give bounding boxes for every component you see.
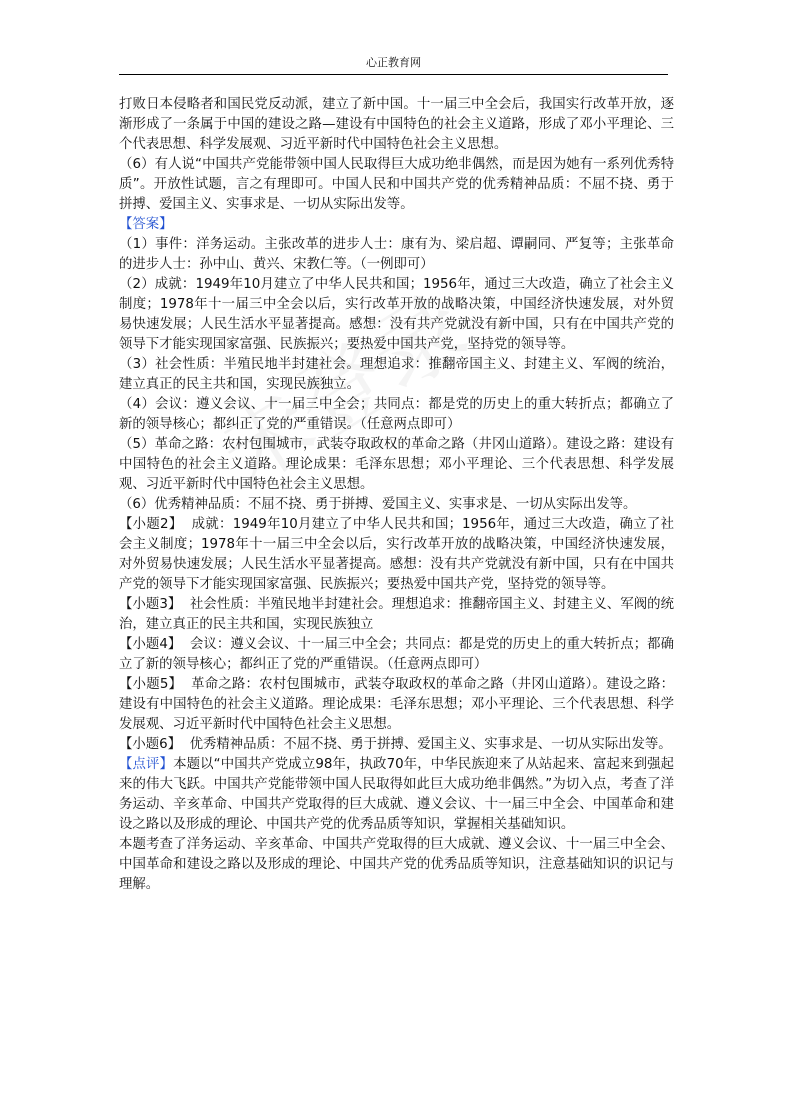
comment-text: 本题以“中国共产党成立98年，执政70年，中华民族迎来了从站起来、富起来到强起来的伟大飞跃。中国共产党能带领中国人民取得如此巨大成功绝非偶然。”为切入点，考查了洋务运动、辛亥革命、中国共产党取得的巨大成就、遵义会议、十一届三中全会、中国革命和建设之路以及形成的理论、中国共产党的优秀品质等知识，掌握相关基础知识。 [119,757,674,832]
comment-label: 【点评】 [119,757,174,772]
subquestion-tag: 【小题3】 [119,597,182,612]
intro-paragraph: （6）有人说“中国共产党能带领中国人民取得巨大成功绝非偶然，而是因为她有一系列优秀特质”。开放性试题，言之有理即可。中国人民和中国共产党的优秀精神品质：不屈不挠、勇于拼搏、爱国主义、实事求是、一切从实际出发等。 [119,157,674,212]
subquestion-text: 优秀精神品质：不屈不挠、勇于拼搏、爱国主义、实事求是、一切从实际出发等。 [189,737,672,752]
answer-item: （4）会议：遵义会议、十一届三中全会；共同点：都是党的历史上的重大转折点；都确立了新的领导核心；都纠正了党的严重错误。（任意两点即可） [119,397,674,432]
subquestion-tag: 【小题2】 [119,517,183,532]
answer-item: （5）革命之路：农村包围城市，武装夺取政权的革命之路（井冈山道路）。建设之路：建设有中国特色的社会主义道路。理论成果：毛泽东思想；邓小平理论、三个代表思想、科学发展观、习近平新时代中国特色社会主义思想。 [119,437,674,492]
subquestion-text: 社会性质：半殖民地半封建社会。理想追求：推翻帝国主义、封建主义、军阀的统治，建立真正的民主共和国，实现民族独立 [119,597,674,632]
answer-item: （3）社会性质：半殖民地半封建社会。理想追求：推翻帝国主义、封建主义、军阀的统治，建立真正的民主共和国，实现民族独立。 [119,357,674,392]
subquestion [119,735,674,755]
subquestion-text: 会议：遵义会议、十一届三中全会；共同点：都是党的历史上的重大转折点；都确立了新的领导核心；都纠正了党的严重错误。（任意两点即可） [119,637,674,672]
subquestion [119,595,674,635]
subquestion-text: 成就：1949年10月建立了中华人民共和国；1956年，通过三大改造，确立了社会主义制度；1978年十一届三中全会以后，实行改革开放的战略决策，中国经济快速发展，对外贸易快速发展；人民生活水平显著提高。感想：没有共产党就没有新中国，只有在中国共产党的领导下才能实现国家富强、民族振兴；要热爱中国共产党，坚持党的领导等。 [119,517,674,592]
subquestion [119,515,674,595]
subquestion-tag: 【小题4】 [119,637,182,652]
answer-item: （6）优秀精神品质：不屈不挠、勇于拼搏、爱国主义、实事求是、一切从实际出发等。 [119,497,637,512]
subquestion-text: 革命之路：农村包围城市，武装夺取政权的革命之路（井冈山道路）。建设之路：建设有中国特色的社会主义道路。理论成果：毛泽东思想；邓小平理论、三个代表思想、科学发展观、习近平新时代中国特色社会主义思想。 [119,677,674,732]
answer-item: （2）成就：1949年10月建立了中华人民共和国；1956年，通过三大改造，确立了社会主义制度；1978年十一届三中全会以后，实行改革开放的战略决策，中国经济快速发展，对外贸易快速发展；人民生活水平显著提高。感想：没有共产党就没有新中国，只有在中国共产党的领导下才能实现国家富强、民族振兴；要热爱中国共产党，坚持党的领导等。 [119,277,674,352]
answer-item: （1）事件：洋务运动。主张改革的进步人士：康有为、梁启超、谭嗣同、严复等；主张革命的进步人士：孙中山、黄兴、宋教仁等。（一例即可） [119,237,674,272]
document-body [119,95,674,895]
subquestion [119,635,674,675]
subquestion [119,675,674,735]
comment-summary: 本题考查了洋务运动、辛亥革命、中国共产党取得的巨大成就、遵义会议、十一届三中全会、中国革命和建设之路以及形成的理论、中国共产党的优秀品质等知识，注意基础知识的识记与理解。 [119,837,674,892]
subquestion-tag: 【小题6】 [119,737,182,752]
subquestion-tag: 【小题5】 [119,677,183,692]
header-rule [119,74,668,75]
page-header: 心正教育网 [366,56,421,69]
comment-paragraph [119,755,674,835]
answer-heading: 【答案】 [119,217,173,232]
intro-paragraph: 打败日本侵略者和国民党反动派，建立了新中国。十一届三中全会后，我国实行改革开放，逐渐形成了一条属于中国的建设之路—建设有中国特色的社会主义道路，形成了邓小平理论、三个代表思想、科学发展观、习近平新时代中国特色社会主义思想。 [119,97,674,152]
